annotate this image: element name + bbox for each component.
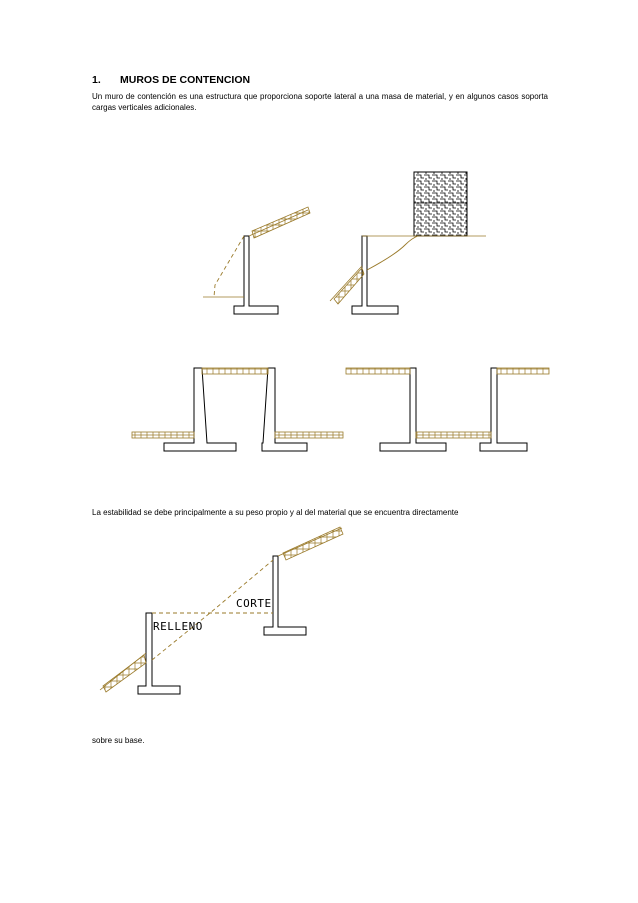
surcharge-block — [414, 172, 467, 236]
figure-walls-outward — [132, 368, 343, 451]
wall-4b — [480, 368, 527, 451]
figure-walls-inward — [346, 368, 549, 451]
dashed-excavation-1 — [214, 236, 244, 297]
wall-3b — [262, 368, 307, 451]
wall-1 — [234, 236, 278, 314]
wall-5b — [264, 556, 306, 635]
fill-label: RELLENO — [153, 620, 203, 633]
wall-4a — [380, 368, 446, 451]
wall-3a — [164, 368, 236, 451]
section-number: 1. — [92, 74, 101, 86]
top-left-fill-4 — [346, 368, 410, 374]
slope-line-1 — [249, 210, 308, 236]
top-right-fill-4 — [497, 368, 549, 374]
figure-cut-and-fill — [100, 527, 343, 694]
stability-paragraph-end: sobre su base. — [92, 736, 145, 745]
stability-paragraph: La estabilidad se debe principalmente a su peso propio y al del material que se encuentra directamente — [92, 508, 459, 517]
figure-wall-surcharge — [330, 172, 486, 314]
upper-slope-hatch — [283, 527, 343, 560]
toe-hatch-2 — [334, 268, 364, 304]
left-fill-3 — [132, 432, 194, 438]
dashed-original-ground — [152, 560, 273, 660]
section-title: MUROS DE CONTENCION — [120, 74, 251, 86]
backfill-hatch-1 — [252, 207, 310, 238]
intro-paragraph: Un muro de contención es una estructura que proporciona soporte lateral a una masa de material, y en algunos casos soporta cargas verticales adicionales. — [92, 92, 548, 112]
top-fill-3 — [202, 368, 268, 374]
right-fill-3 — [275, 432, 343, 438]
figure-wall-sloped-backfill — [203, 207, 310, 314]
pressure-curve — [367, 236, 418, 270]
bottom-fill-4 — [416, 432, 491, 438]
cut-label: CORTE — [236, 597, 272, 610]
